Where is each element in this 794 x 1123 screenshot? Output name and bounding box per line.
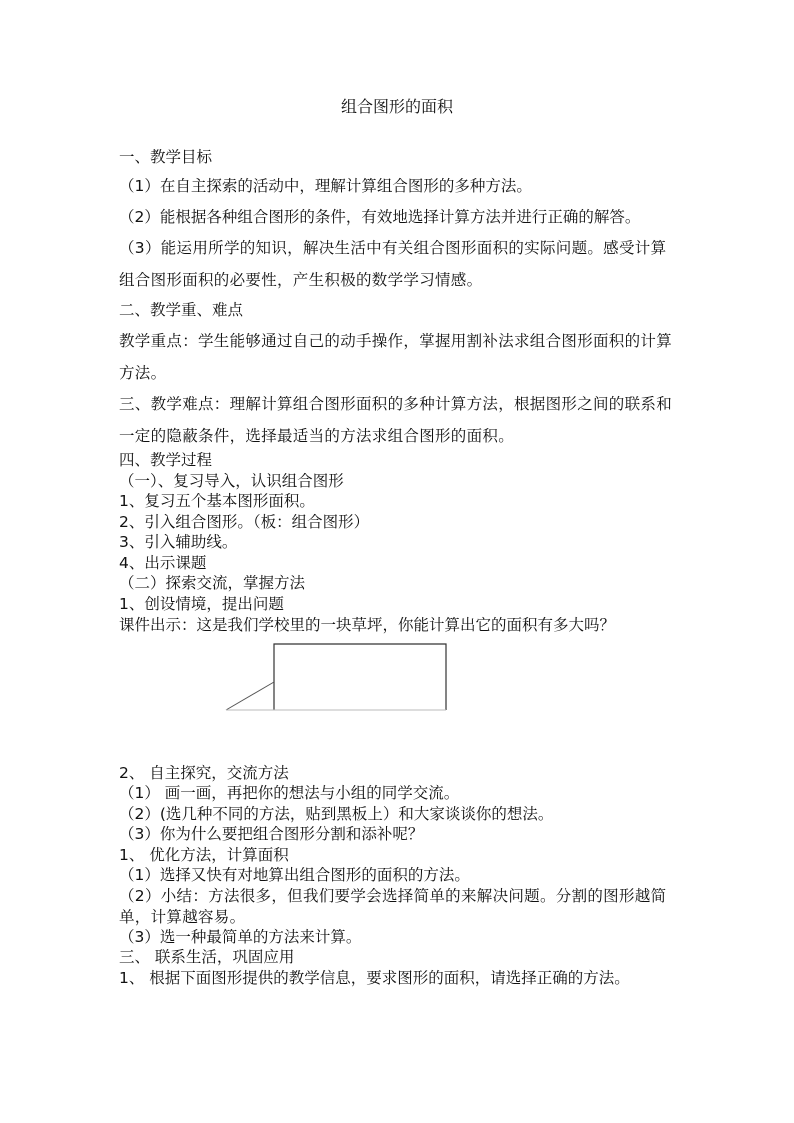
part-3-heading: 三、 联系生活，巩固应用 <box>119 948 295 966</box>
process-heading: 四、教学过程 <box>119 451 213 469</box>
part-1-item-3: 3、引入辅助线。 <box>119 533 238 551</box>
part-3-item-1: 1、 根据下面图形提供的教学信息，要求图形的面积，请选择正确的方法。 <box>119 969 630 987</box>
explore-2: （2）(选几种不同的方法，贴到黑板上）和大家谈谈你的想法。 <box>119 805 554 823</box>
objective-3: （3）能运用所学的知识，解决生活中有关组合图形面积的实际问题。感受计算组合图形面积的必要性，产生积极的数学学习情感。 <box>119 239 667 289</box>
explore-3: （3）你为什么要把组合图形分割和添补呢？ <box>119 825 424 843</box>
part-2-item-1: 1、创设情境，提出问题 <box>119 595 284 613</box>
objective-2: （2）能根据各种组合图形的条件，有效地选择计算方法并进行正确的解答。 <box>119 208 641 226</box>
optimize-1: （1）选择又快有对地算出组合图形的面积的方法。 <box>119 866 470 884</box>
optimize-3: （3）选一种最简单的方法来计算。 <box>119 928 362 946</box>
part-2-item-2: 2、 自主探究，交流方法 <box>119 764 289 782</box>
part-1-item-1: 1、复习五个基本图形面积。 <box>119 492 315 510</box>
part-1-heading: （一）、复习导入，认识组合图形 <box>119 472 344 490</box>
page-title: 组合图形的面积 <box>340 97 453 116</box>
part-1-item-2: 2、引入组合图形。（板：组合图形） <box>119 513 370 531</box>
optimize-heading: 1、 优化方法，计算面积 <box>119 846 289 864</box>
courseware-prompt: 课件出示：这是我们学校里的一块草坪，你能计算出它的面积有多大吗？ <box>119 616 616 634</box>
key-point: 教学重点：学生能够通过自己的动手操作，掌握用割补法求组合图形面积的计算方法。 <box>119 332 673 382</box>
lawn-shape-figure <box>222 640 452 716</box>
difficulty: 三、教学难点：理解计算组合图形面积的多种计算方法，根据图形之间的联系和一定的隐蔽条件，选择最适当的方法求组合图形的面积。 <box>119 395 673 445</box>
part-1-item-4: 4、出示课题 <box>119 554 207 572</box>
objectives-heading: 一、教学目标 <box>119 148 213 166</box>
part-2-heading: （二）探索交流，掌握方法 <box>119 574 306 592</box>
explore-1: （1） 画一画，再把你的想法与小组的同学交流。 <box>119 784 460 802</box>
optimize-2: （2）小结：方法很多，但我们要学会选择简单的来解决问题。分割的图形越简单，计算越容易。 <box>119 887 667 926</box>
lawn-shape-slant <box>226 682 274 710</box>
lawn-shape-outline <box>274 644 446 710</box>
objective-1: （1）在自主探索的活动中，理解计算组合图形的多种方法。 <box>119 177 532 195</box>
key-difficulty-heading: 二、教学重、难点 <box>119 301 244 319</box>
